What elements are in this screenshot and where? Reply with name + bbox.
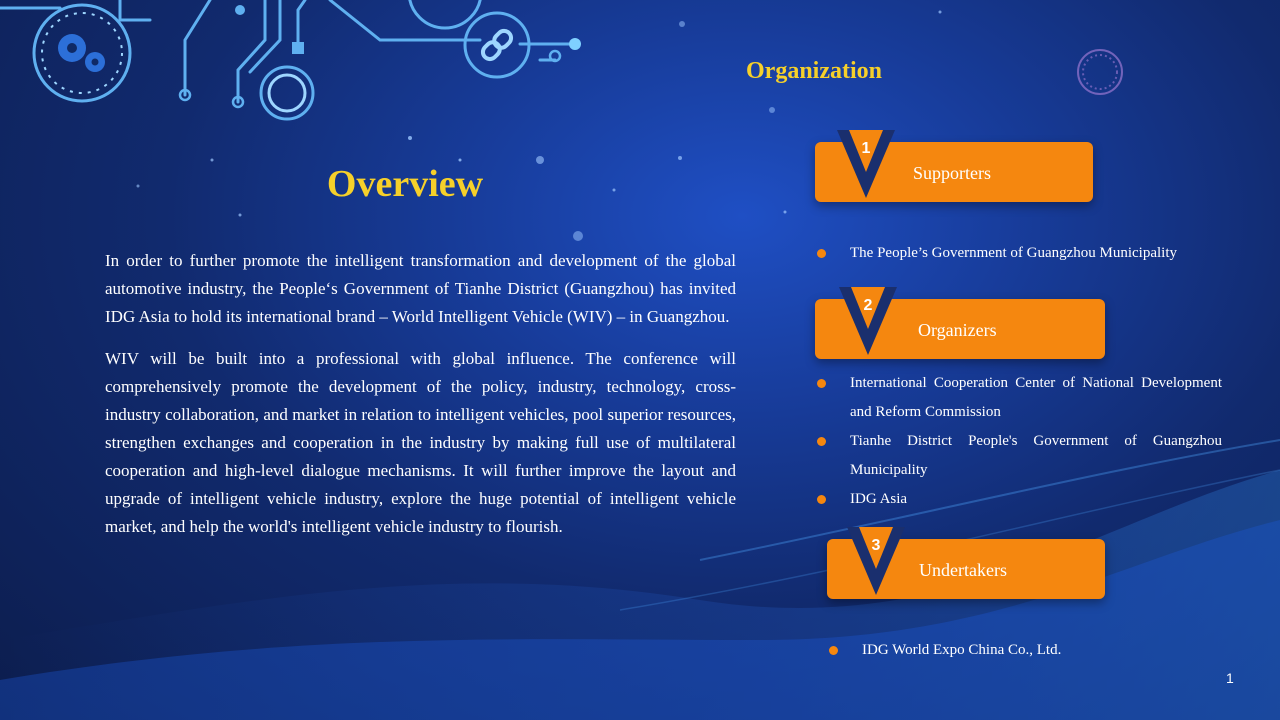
section-label: Supporters <box>913 163 991 183</box>
list-item-text: IDG World Expo China Co., Ltd. <box>862 642 1062 658</box>
list-item <box>815 369 1222 427</box>
organizers-card <box>815 299 1105 359</box>
bullet-dot <box>817 379 826 388</box>
overview-title: Overview <box>326 163 484 205</box>
section-number: 2 <box>863 297 873 314</box>
overview-paragraph: WIV will be built into a professional with global influence. The conference will comprehensively promote the development of the policy, industry, technology, cross-industry collaboration, and market in relation to intelligent vehicles, pool superior resources, strengthen exchanges and cooperation in the industry by making full use of multilateral cooperation and high-level dialogue mechanisms. It will further improve the layout and upgrade of intelligent vehicle industry, explore the huge potential of intelligent vehicle market, and help the world's intelligent vehicle industry to flourish. <box>105 349 736 536</box>
list-item <box>815 239 1215 268</box>
section-label: Undertakers <box>919 560 1007 580</box>
overview-body <box>105 247 736 555</box>
list-item-text: The People’s Government of Guangzhou Municipality <box>850 245 1178 261</box>
section-number: 3 <box>871 537 881 554</box>
list-item <box>815 485 1222 514</box>
section-label: Organizers <box>918 320 997 340</box>
list-item <box>827 636 1227 665</box>
section-number: 1 <box>861 140 871 157</box>
bullet-dot <box>817 495 826 504</box>
list-item <box>815 427 1222 485</box>
bullet-dot <box>817 437 826 446</box>
list-item-text: Tianhe District People's Government of Guangzhou Municipality <box>850 433 1222 478</box>
supporters-card <box>815 142 1093 202</box>
page-number: 1 <box>1226 670 1234 686</box>
list-item-text: IDG Asia <box>850 491 908 507</box>
undertakers-card <box>827 539 1105 599</box>
bullet-dot <box>829 646 838 655</box>
undertakers-list <box>827 636 1227 665</box>
list-item-text: International Cooperation Center of National Development and Reform Commission <box>850 375 1222 420</box>
organizers-list <box>815 369 1222 514</box>
bullet-dot <box>817 249 826 258</box>
overview-paragraph: In order to further promote the intelligent transformation and development of the global automotive industry, the People‘s Government of Tianhe District (Guangzhou) has invited IDG Asia to hold its international brand – World Intelligent Vehicle (WIV) – in Guangzhou. <box>105 251 736 326</box>
organization-title: Organization <box>746 58 882 84</box>
supporters-list <box>815 239 1215 268</box>
